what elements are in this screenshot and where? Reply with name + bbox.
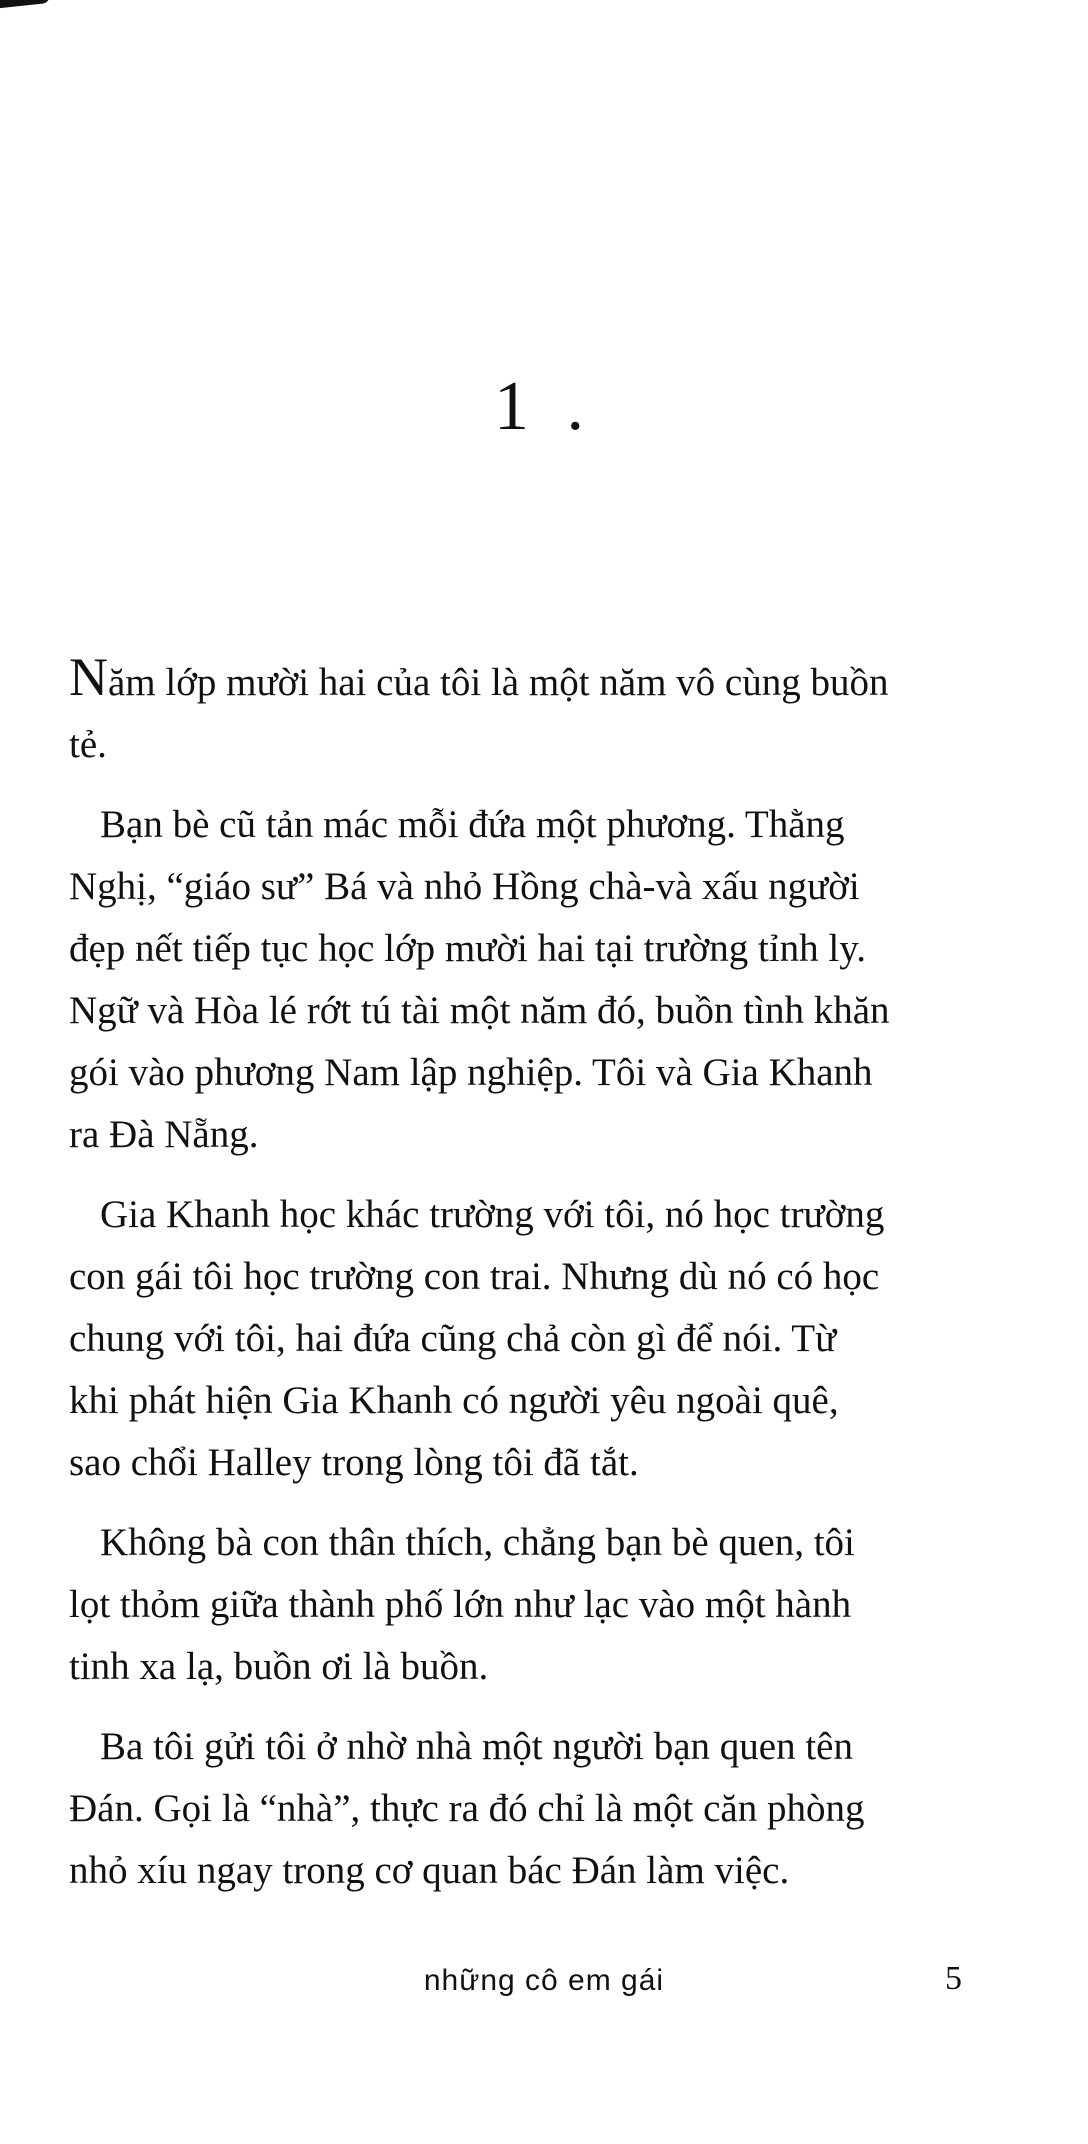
chapter-number: 1 . [494, 368, 594, 445]
initial-letter: N [69, 647, 108, 707]
running-footer-title: những cô em gái [423, 1964, 665, 1997]
text-line: nhỏ xíu ngay trong cơ quan bác Đán làm việc. [69, 1849, 790, 1892]
text-line: Nghị, “giáo sư” Bá và nhỏ Hồng chà-và xấu người [69, 865, 860, 908]
page-number: 5 [945, 1960, 962, 1997]
text-line: Đán. Gọi là “nhà”, thực ra đó chỉ là một căn phòng [69, 1787, 865, 1830]
text-line: Bạn bè cũ tản mác mỗi đứa một phương. Thằng [100, 803, 845, 846]
text-line: ra Đà Nẵng. [69, 1113, 259, 1156]
text-line: sao chổi Halley trong lòng tôi đã tắt. [69, 1441, 639, 1484]
text-line: tinh xa lạ, buồn ơi là buồn. [69, 1645, 489, 1688]
paragraph-5 [69, 1716, 969, 1902]
page-footer [0, 1960, 1088, 2010]
text-line: Không bà con thân thích, chẳng bạn bè quen, tôi [100, 1521, 855, 1564]
text-line: đẹp nết tiếp tục học lớp mười hai tại trường tỉnh ly. [69, 927, 866, 970]
text-line: chung với tôi, hai đứa cũng chả còn gì để nói. Từ [69, 1317, 837, 1360]
text-line: tẻ. [69, 723, 107, 766]
line-text: ăm lớp mười hai của tôi là một năm vô cùng buồn [108, 661, 889, 704]
text-line: lọt thỏm giữa thành phố lớn như lạc vào một hành [69, 1583, 852, 1626]
text-line: Ngữ và Hòa lé rớt tú tài một năm đó, buồn tình khăn [69, 989, 890, 1032]
text-line: gói vào phương Nam lập nghiệp. Tôi và Gia Khanh [69, 1051, 873, 1094]
paragraph-1 [69, 647, 969, 776]
text-line: con gái tôi học trường con trai. Nhưng dù nó có học [69, 1255, 880, 1298]
paragraph-4 [69, 1512, 969, 1698]
text-line: khi phát hiện Gia Khanh có người yêu ngoài quê, [69, 1379, 839, 1422]
scan-corner-mark [0, 0, 50, 9]
paragraph-3 [69, 1184, 969, 1494]
paragraph-2 [69, 794, 969, 1166]
text-line [69, 647, 969, 714]
text-line: Gia Khanh học khác trường với tôi, nó học trường [100, 1193, 885, 1236]
text-line: Ba tôi gửi tôi ở nhờ nhà một người bạn quen tên [100, 1725, 853, 1768]
chapter-body [69, 647, 969, 1902]
